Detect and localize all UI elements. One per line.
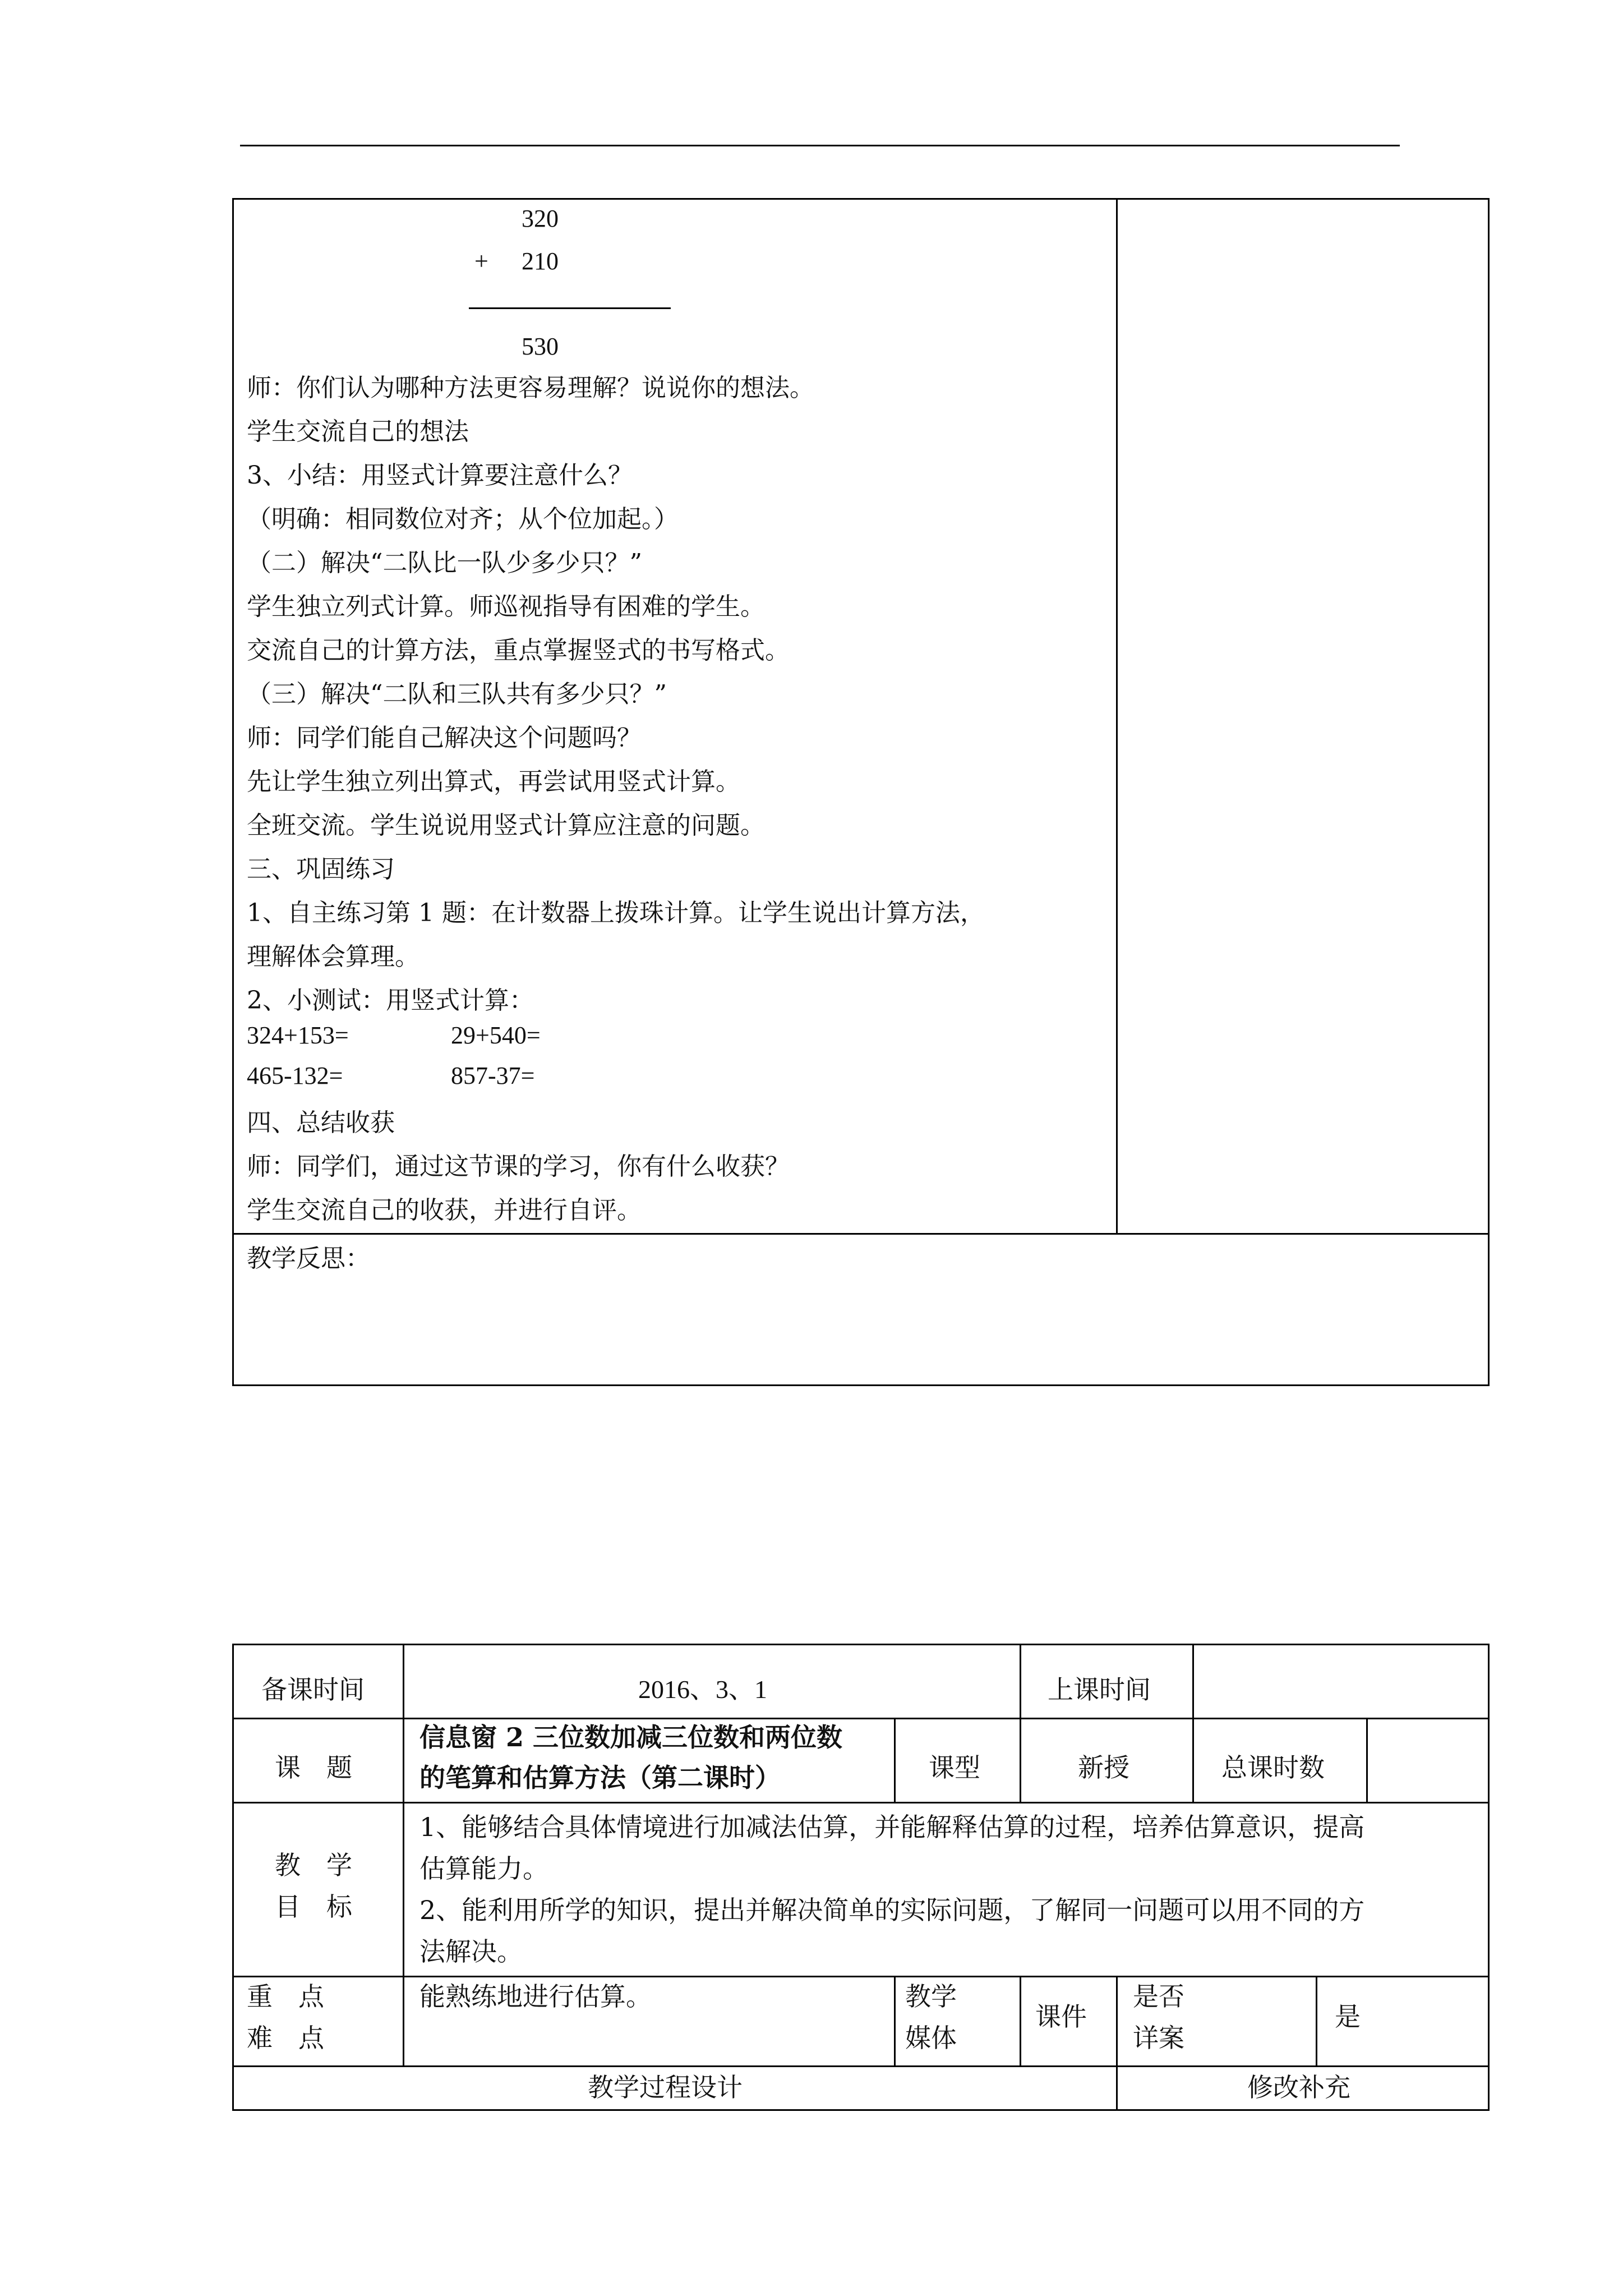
text-line: （明确：相同数位对齐；从个位加起。）	[247, 505, 679, 533]
text-line: 2、小测试：用竖式计算：	[247, 986, 534, 1015]
media-value: 课件	[1035, 2001, 1087, 2032]
table-border	[232, 1802, 1490, 1803]
text-line: 交流自己的计算方法，重点掌握竖式的书写格式。	[247, 636, 790, 665]
table-border	[1488, 1644, 1490, 2111]
table-border	[1020, 1976, 1021, 2065]
goal-line: 法解决。	[419, 1936, 523, 1967]
table-border	[232, 1718, 1490, 1719]
table-border	[232, 1644, 1490, 1645]
row-divider	[232, 1233, 1490, 1235]
goal-line: 2、能利用所学的知识，提出并解决简单的实际问题，了解同一问题可以用不同的方	[419, 1895, 1365, 1925]
reflection-label: 教学反思：	[247, 1244, 370, 1273]
process-design-label: 教学过程设计	[588, 2072, 743, 2102]
table-border	[1192, 1644, 1194, 1802]
goals-label-2: 目 标	[275, 1892, 352, 1922]
lesson-type-value: 新授	[1078, 1752, 1129, 1783]
key-point-label-2: 难 点	[247, 2023, 324, 2053]
text-line: 师：同学们，通过这节课的学习，你有什么收获？	[247, 1152, 790, 1181]
detailed-plan-label-2: 详案	[1133, 2023, 1184, 2053]
exercise-item: 465-132=	[247, 1062, 343, 1089]
text-line: 学生交流自己的想法	[247, 417, 469, 446]
goal-line: 估算能力。	[419, 1853, 548, 1884]
table-border	[403, 1644, 404, 2065]
goals-label-1: 教 学	[275, 1850, 352, 1880]
media-label-2: 媒体	[905, 2023, 957, 2053]
detailed-plan-value: 是	[1335, 2001, 1361, 2032]
text-line: （二）解决“二队比一队少多少只？”	[247, 549, 642, 577]
calc-addend-2: 210	[522, 247, 559, 275]
topic-label: 课 题	[275, 1752, 352, 1783]
revise-label: 修改补充	[1247, 2072, 1350, 2102]
text-line: 3、小结：用竖式计算要注意什么？	[247, 461, 633, 490]
exercise-item: 324+153=	[247, 1022, 349, 1049]
table-border	[232, 1644, 234, 2111]
header-rule	[240, 145, 1400, 146]
calc-addend-1: 320	[522, 205, 559, 232]
key-point-value: 能熟练地进行估算。	[419, 1981, 652, 2012]
topic-line-1: 信息窗 2 三位数加减三位数和两位数	[419, 1722, 843, 1752]
exercise-item: 29+540=	[451, 1022, 541, 1049]
text-line: 理解体会算理。	[247, 942, 419, 971]
text-line: 学生交流自己的收获，并进行自评。	[247, 1196, 642, 1225]
section-heading: 三、巩固练习	[247, 855, 395, 884]
table-border	[1366, 1718, 1368, 1802]
text-line: 先让学生独立列出算式，再尝试用竖式计算。	[247, 767, 740, 796]
key-point-label-1: 重 点	[247, 1981, 324, 2012]
text-line: 师：同学们能自己解决这个问题吗？	[247, 724, 642, 752]
table-border	[1020, 1644, 1021, 1718]
prep-time-label: 备课时间	[261, 1674, 365, 1705]
text-line: 1、自主练习第 1 题：在计数器上拨珠计算。让学生说出计算方法，	[247, 899, 985, 927]
exercise-item: 857-37=	[451, 1062, 535, 1089]
table-border	[232, 1976, 1490, 1977]
detailed-plan-label-1: 是否	[1133, 1981, 1184, 2012]
table-border	[894, 1976, 896, 2065]
column-divider	[1116, 198, 1118, 1234]
table-border	[894, 1718, 896, 1802]
calc-operator: +	[474, 247, 488, 275]
text-line: （三）解决“二队和三队共有多少只？”	[247, 680, 667, 708]
table-border	[232, 2109, 1490, 2111]
calc-sum-line	[469, 307, 671, 309]
goal-line: 1、能够结合具体情境进行加减法估算，并能解释估算的过程，培养估算意识，提高	[419, 1812, 1365, 1842]
topic-line-2: 的笔算和估算方法（第二课时）	[419, 1763, 781, 1793]
calc-sum: 530	[522, 333, 559, 360]
lesson-type-label: 课型	[929, 1752, 980, 1783]
section-heading: 四、总结收获	[247, 1108, 395, 1137]
total-hours-label: 总课时数	[1221, 1752, 1325, 1783]
text-line: 学生独立列式计算。师巡视指导有困难的学生。	[247, 592, 765, 621]
table-border	[1020, 1718, 1021, 1802]
prep-time-value: 2016、3、1	[638, 1675, 767, 1704]
table-border	[232, 2065, 1490, 2067]
media-label-1: 教学	[905, 1981, 957, 2012]
text-line: 全班交流。学生说说用竖式计算应注意的问题。	[247, 811, 765, 840]
class-time-label: 上课时间	[1048, 1674, 1151, 1705]
table-border	[1116, 1976, 1118, 2109]
text-line: 师：你们认为哪种方法更容易理解？说说你的想法。	[247, 374, 814, 402]
table-border	[1316, 1976, 1317, 2065]
